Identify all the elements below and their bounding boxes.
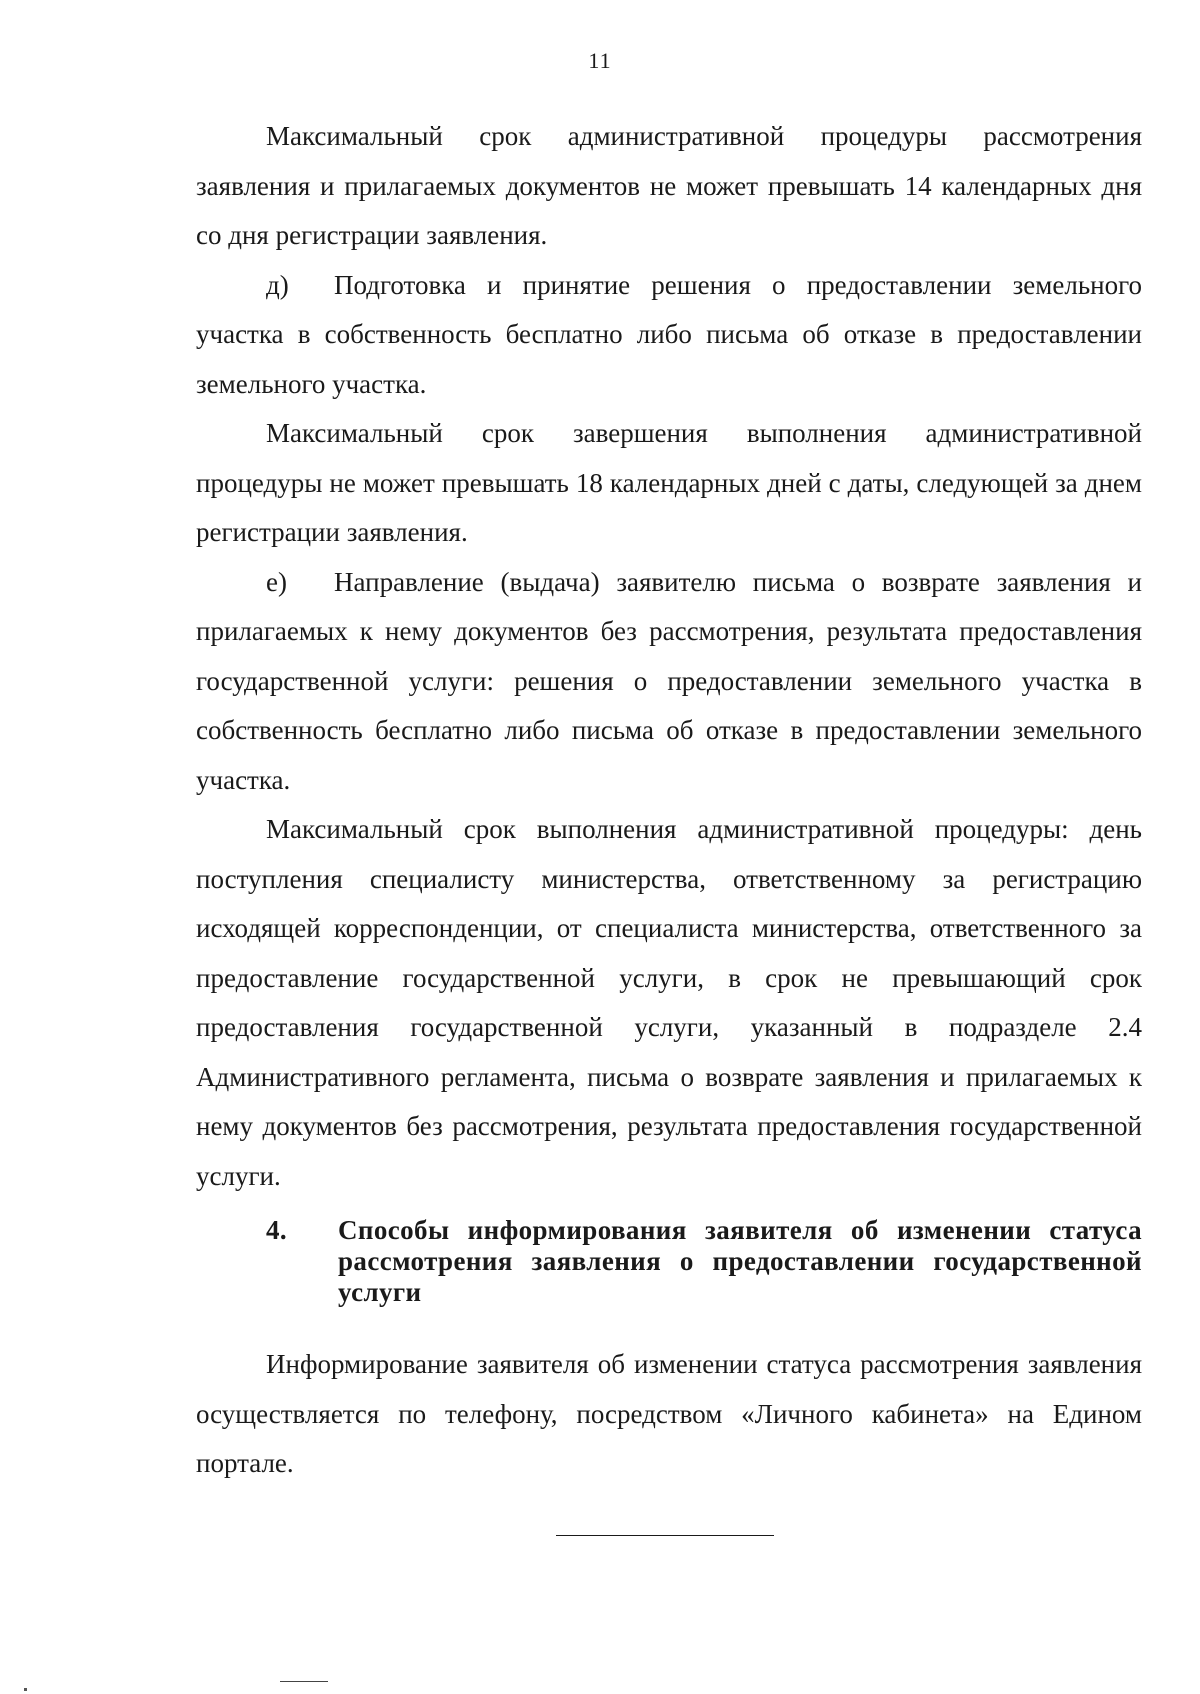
item-marker-e: е) bbox=[266, 566, 287, 597]
page-number: 11 bbox=[588, 48, 612, 73]
scan-artifact-line bbox=[280, 1681, 328, 1682]
item-marker-d: д) bbox=[266, 269, 289, 300]
list-item-d bbox=[196, 261, 1142, 410]
section-number: 4. bbox=[266, 1215, 288, 1245]
list-item-e bbox=[196, 558, 1142, 806]
closing-section-body bbox=[196, 1340, 1142, 1489]
paragraph-completion-deadline: Максимальный срок завершения выполнения административной процедуры не может превышать 18 календарных дней с даты, следующей за днем регистрации заявления. bbox=[196, 418, 1142, 547]
document-body bbox=[196, 112, 1142, 1201]
paragraph-execution-deadline: Максимальный срок выполнения административной процедуры: день поступления специалисту министерства, ответственному за регистрацию исходящей корреспонденции, от специалиста министерства, ответственного за предоставление государственной услуги, в срок не превышающий срок предоставления государственной услуги, указанный в подразделе 2.4 Административного регламента, письма о возврате заявления и прилагаемых к нему документов без рассмотрения, результата предоставления государственной услуги. bbox=[196, 814, 1142, 1191]
paragraph-review-deadline: Максимальный срок административной процедуры рассмотрения заявления и прилагаемых документов не может превышать 14 календарных дня со дня регистрации заявления. bbox=[196, 121, 1142, 250]
section-title: Способы информирования заявителя об изменении статуса рассмотрения заявления о предоставлении государственной услуги bbox=[338, 1215, 1142, 1307]
item-text-d: Подготовка и принятие решения о предоставлении земельного участка в собственность бесплатно либо письма об отказе в предоставлении земельного участка. bbox=[196, 269, 1142, 399]
section-heading bbox=[266, 1215, 1142, 1308]
item-text-e: Направление (выдача) заявителю письма о возврате заявления и прилагаемых к нему документов без рассмотрения, результата предоставления государственной услуги: решения о предоставлении земельного участка в собственность бесплатно либо письма об отказе в предоставлении земельного участка. bbox=[196, 566, 1142, 795]
end-of-document-rule bbox=[556, 1535, 774, 1536]
paragraph-status-notification: Информирование заявителя об изменении статуса рассмотрения заявления осуществляется по телефону, посредством «Личного кабинета» на Едином портале. bbox=[196, 1349, 1142, 1478]
scan-artifact-dot bbox=[24, 1688, 27, 1691]
